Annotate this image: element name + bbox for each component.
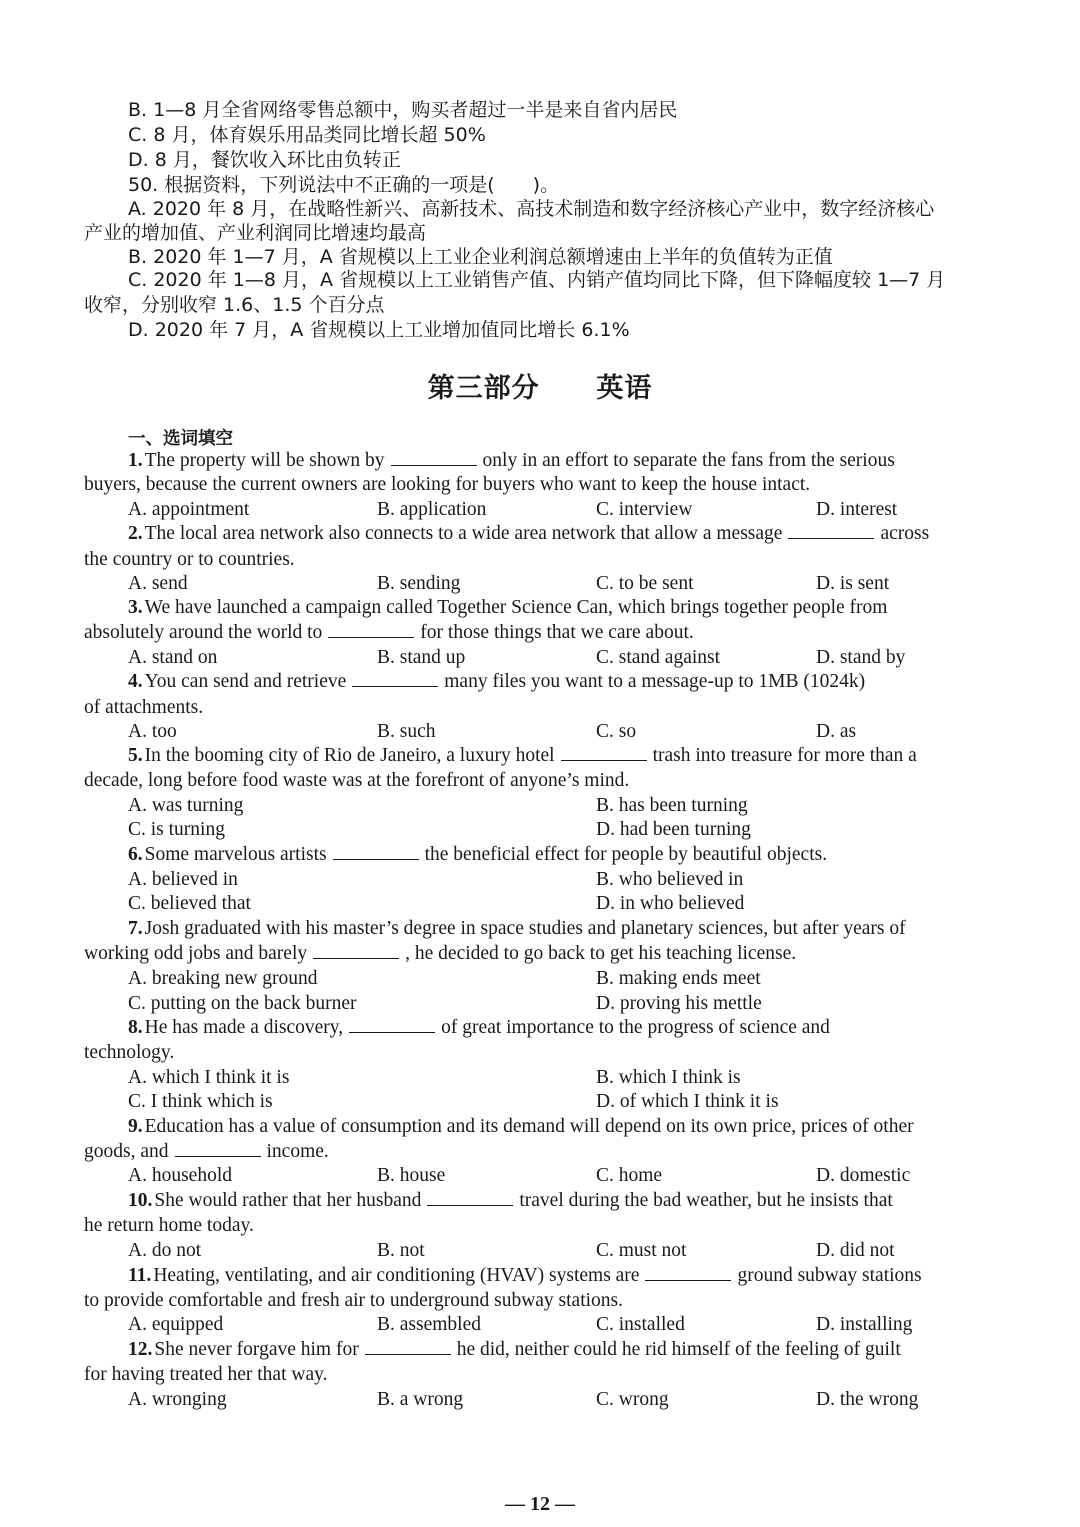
- q8-option-a: A. which I think it is: [128, 1067, 290, 1088]
- answer-blank: [175, 1140, 261, 1157]
- question-3-line2: absolutely around the world to for those things that we care about.: [84, 622, 694, 643]
- q3-option-d: D. stand by: [816, 647, 906, 668]
- q8-option-c: C. I think which is: [128, 1091, 273, 1112]
- q2-option-b: B. sending: [377, 573, 461, 594]
- answer-blank: [328, 621, 414, 638]
- question-9-line2: goods, and income.: [84, 1141, 329, 1162]
- answer-blank: [561, 744, 647, 761]
- answer-blank: [352, 670, 438, 687]
- question-9-line1: 9. Education has a value of consumption and its demand will depend on its own price, prices of other: [128, 1116, 914, 1137]
- question-7-line2: working odd jobs and barely , he decided to go back to get his teaching license.: [84, 943, 797, 964]
- question-4-line2: of attachments.: [84, 697, 204, 718]
- q6-option-a: A. believed in: [128, 869, 238, 890]
- answer-blank: [391, 449, 477, 466]
- q5-option-c: C. is turning: [128, 819, 225, 840]
- q11-option-d: D. installing: [816, 1314, 913, 1335]
- question-11-line2: to provide comfortable and fresh air to underground subway stations.: [84, 1290, 624, 1311]
- q12-option-d: D. the wrong: [816, 1389, 919, 1410]
- q10-option-b: B. not: [377, 1240, 425, 1261]
- part-title-left: 第三部分: [427, 373, 540, 404]
- question-12-line1: 12. She never forgave him for he did, neither could he rid himself of the feeling of guilt: [128, 1339, 901, 1360]
- q10-option-c: C. must not: [596, 1240, 687, 1261]
- q8-option-d: D. of which I think it is: [596, 1091, 779, 1112]
- q11-option-b: B. assembled: [377, 1314, 481, 1335]
- q8-option-b: B. which I think is: [596, 1067, 741, 1088]
- question-10-line2: he return home today.: [84, 1215, 254, 1236]
- q9-option-b: B. house: [377, 1165, 446, 1186]
- q11-option-c: C. installed: [596, 1314, 685, 1335]
- page-number: — 12 —: [505, 1493, 575, 1515]
- q1-option-d: D. interest: [816, 499, 898, 520]
- q2-option-a: A. send: [128, 573, 188, 594]
- q6-option-b: B. who believed in: [596, 869, 744, 890]
- q12-option-b: B. a wrong: [377, 1389, 464, 1410]
- q4-option-d: D. as: [816, 721, 857, 742]
- question-4-line1: 4. You can send and retrieve many files you want to a message-up to 1MB (1024k): [128, 671, 866, 692]
- q12-option-a: A. wronging: [128, 1389, 227, 1410]
- q1-option-a: A. appointment: [128, 499, 250, 520]
- section-title: 一、选词填空: [128, 429, 233, 449]
- q4-option-c: C. so: [596, 721, 637, 742]
- question-8-line2: technology.: [84, 1042, 175, 1063]
- q11-option-a: A. equipped: [128, 1314, 224, 1335]
- q10-option-d: D. did not: [816, 1240, 895, 1261]
- question-5-line2: decade, long before food waste was at the forefront of anyone’s mind.: [84, 770, 630, 791]
- q9-option-c: C. home: [596, 1165, 663, 1186]
- q2-option-d: D. is sent: [816, 573, 890, 594]
- q9-option-d: D. domestic: [816, 1165, 911, 1186]
- q49-option-b: B. 1—8 月全省网络零售总额中，购买者超过一半是来自省内居民: [128, 99, 678, 121]
- q50-option-b: B. 2020 年 1—7 月，A 省规模以上工业企业利润总额增速由上半年的负值转为正值: [128, 246, 833, 268]
- answer-blank: [333, 843, 419, 860]
- q50-option-c-line1: C. 2020 年 1—8 月，A 省规模以上工业销售产值、内销产值均同比下降，但下降幅度较 1—7 月: [128, 269, 946, 291]
- part-title: [0, 366, 1080, 405]
- q3-option-b: B. stand up: [377, 647, 466, 668]
- q50-option-a-line1: A. 2020 年 8 月，在战略性新兴、高新技术、高技术制造和数字经济核心产业中，数字经济核心: [128, 198, 935, 220]
- q1-option-b: B. application: [377, 499, 487, 520]
- q2-option-c: C. to be sent: [596, 573, 694, 594]
- q9-option-a: A. household: [128, 1165, 232, 1186]
- q1-option-c: C. interview: [596, 499, 693, 520]
- q4-option-b: B. such: [377, 721, 436, 742]
- question-11-line1: 11. Heating, ventilating, and air conditioning (HVAV) systems are ground subway stations: [128, 1265, 922, 1286]
- q50-option-a-line2: 产业的增加值、产业利润同比增速均最高: [84, 222, 427, 244]
- q3-option-c: C. stand against: [596, 647, 721, 668]
- q7-option-c: C. putting on the back burner: [128, 993, 357, 1014]
- answer-blank: [349, 1016, 435, 1033]
- question-12-line2: for having treated her that way.: [84, 1364, 328, 1385]
- question-8-line1: 8. He has made a discovery, of great importance to the progress of science and: [128, 1017, 830, 1038]
- q10-option-a: A. do not: [128, 1240, 202, 1261]
- question-2-line2: the country or to countries.: [84, 549, 295, 570]
- answer-blank: [313, 942, 399, 959]
- q7-option-d: D. proving his mettle: [596, 993, 762, 1014]
- question-7-line1: 7. Josh graduated with his master’s degree in space studies and planetary sciences, but after years of: [128, 918, 906, 939]
- q49-option-d: D. 8 月，餐饮收入环比由负转正: [128, 149, 401, 171]
- q50-stem: 50. 根据资料，下列说法中不正确的一项是( )。: [128, 174, 560, 196]
- q3-option-a: A. stand on: [128, 647, 218, 668]
- q6-option-d: D. in who believed: [596, 893, 745, 914]
- q5-option-b: B. has been turning: [596, 795, 748, 816]
- question-3-line1: 3. We have launched a campaign called Together Science Can, which brings together people from: [128, 597, 888, 618]
- q50-option-d: D. 2020 年 7 月，A 省规模以上工业增加值同比增长 6.1%: [128, 319, 630, 341]
- question-10-line1: 10. She would rather that her husband travel during the bad weather, but he insists that: [128, 1190, 893, 1211]
- q5-option-a: A. was turning: [128, 795, 244, 816]
- q7-option-b: B. making ends meet: [596, 968, 761, 989]
- q12-option-c: C. wrong: [596, 1389, 669, 1410]
- q50-option-c-line2: 收窄，分别收窄 1.6、1.5 个百分点: [84, 294, 385, 316]
- question-2-line1: 2. The local area network also connects to a wide area network that allow a message across: [128, 523, 930, 544]
- question-1-line1: 1. The property will be shown by only in an effort to separate the fans from the serious: [128, 450, 895, 471]
- question-1-line2: buyers, because the current owners are looking for buyers who want to keep the house intact.: [84, 474, 811, 495]
- q6-option-c: C. believed that: [128, 893, 251, 914]
- answer-blank: [645, 1264, 731, 1281]
- answer-blank: [427, 1189, 513, 1206]
- q5-option-d: D. had been turning: [596, 819, 751, 840]
- answer-blank: [365, 1338, 451, 1355]
- q4-option-a: A. too: [128, 721, 177, 742]
- q7-option-a: A. breaking new ground: [128, 968, 318, 989]
- question-6-line1: 6. Some marvelous artists the beneficial effect for people by beautiful objects.: [128, 844, 828, 865]
- q49-option-c: C. 8 月，体育娱乐用品类同比增长超 50%: [128, 124, 486, 146]
- answer-blank: [788, 522, 874, 539]
- part-title-right: 英语: [596, 373, 653, 404]
- question-5-line1: 5. In the booming city of Rio de Janeiro, a luxury hotel trash into treasure for more than a: [128, 745, 917, 766]
